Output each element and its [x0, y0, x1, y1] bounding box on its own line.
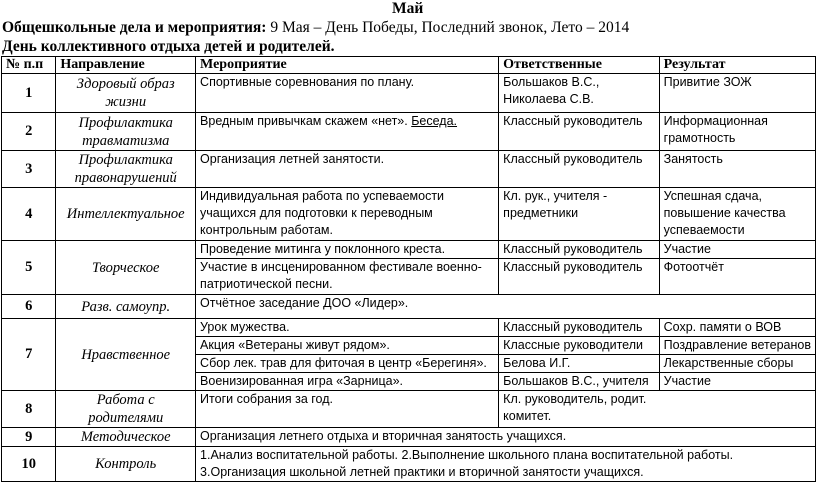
row-direction: Работа с родителями — [56, 391, 196, 428]
row-event: Итоги собрания за год. — [196, 391, 499, 428]
row-event: Военизированная игра «Зарница». — [196, 373, 499, 391]
row-responsible: Белова И.Г. — [499, 355, 659, 373]
row-direction: Методическое — [56, 428, 196, 447]
plan-table — [1, 56, 816, 482]
school-events-line — [2, 19, 629, 37]
col-header-responsible: Ответственные — [499, 57, 659, 74]
row-direction: Интеллектуальное — [56, 188, 196, 241]
row-direction: Контроль — [56, 447, 196, 482]
row-event: Участие в инсценированном фестивале военно-патриотической песни. — [196, 259, 499, 295]
row-number: 7 — [2, 319, 56, 391]
row-responsible: Классный руководитель — [499, 151, 659, 188]
row-responsible: Классный руководитель — [499, 241, 659, 259]
row-direction: Творческое — [56, 241, 196, 295]
family-day-line: День коллективного отдыха детей и родителей. — [2, 38, 335, 55]
row-event: Спортивные соревнования по плану. — [196, 74, 499, 113]
row-number: 10 — [2, 447, 56, 482]
row-event — [196, 113, 499, 151]
row-result: Занятость — [659, 151, 815, 188]
row-number: 2 — [2, 113, 56, 151]
month-title: Май — [392, 0, 424, 17]
row-result: Успешная сдача, повышение качества успеваемости — [659, 188, 815, 241]
table-row — [2, 188, 816, 241]
row-number: 9 — [2, 428, 56, 447]
table-row — [2, 241, 816, 259]
col-header-number: № п.п — [2, 57, 56, 74]
row-responsible: Классный руководитель — [499, 319, 659, 337]
row-number: 6 — [2, 295, 56, 319]
row-event: Урок мужества. — [196, 319, 499, 337]
table-row — [2, 295, 816, 319]
row-responsible: Классный руководитель — [499, 113, 659, 151]
table-row — [2, 113, 816, 151]
row-number: 5 — [2, 241, 56, 295]
row-event: Сбор лек. трав для фиточая в центр «Берегиня». — [196, 355, 499, 373]
row-number: 8 — [2, 391, 56, 428]
row-event: Организация летнего отдыха и вторичная занятость учащихся. — [196, 428, 816, 447]
row-responsible: Кл. рук., учителя - предметники — [499, 188, 659, 241]
responsible-text: Кл. руководитель, родит. комитет. — [503, 392, 647, 423]
row-responsible: Большаков В.С., Николаева С.В. — [499, 74, 659, 113]
row-responsible: Большаков В.С., учителя — [499, 373, 659, 391]
row-number: 1 — [2, 74, 56, 113]
row-result: Поздравление ветеранов — [659, 337, 815, 355]
row-responsible: Классные руководители — [499, 337, 659, 355]
col-header-direction: Направление — [56, 57, 196, 74]
row-result: Участие — [659, 373, 815, 391]
row-result: Лекарственные сборы — [659, 355, 815, 373]
school-events-text: 9 Мая – День Победы, Последний звонок, Лето – 2014 — [266, 19, 630, 36]
row-direction: Профилактика правонарушений — [56, 151, 196, 188]
row-event: Индивидуальная работа по успеваемости учащихся для подготовки к переводным контрольным работам. — [196, 188, 499, 241]
table-header-row — [2, 57, 816, 74]
table-row — [2, 447, 816, 482]
event-link-text: Беседа. — [411, 114, 458, 128]
row-result: Сохр. памяти о ВОВ — [659, 319, 815, 337]
table-row — [2, 74, 816, 113]
row-event: Акция «Ветераны живут рядом». — [196, 337, 499, 355]
row-direction: Разв. самоупр. — [56, 295, 196, 319]
row-number: 4 — [2, 188, 56, 241]
row-responsible — [499, 391, 816, 428]
row-direction: Здоровый образ жизни — [56, 74, 196, 113]
school-events-label: Общешкольные дела и мероприятия: — [2, 19, 267, 36]
row-result: Участие — [659, 241, 815, 259]
row-result: Привитие ЗОЖ — [659, 74, 815, 113]
row-number: 3 — [2, 151, 56, 188]
row-direction: Нравственное — [56, 319, 196, 391]
row-event: Отчётное заседание ДОО «Лидер». — [196, 295, 816, 319]
row-event: Проведение митинга у поклонного креста. — [196, 241, 499, 259]
row-responsible: Классный руководитель — [499, 259, 659, 295]
row-event: 1.Анализ воспитательной работы. 2.Выполнение школьного плана воспитательной работы. 3.Организация школьной летней практики и вторичной занятости учащихся. — [196, 447, 816, 482]
event-text: Вредным привычкам скажем «нет». — [200, 114, 412, 128]
table-row — [2, 428, 816, 447]
row-result: Информационная грамотность — [659, 113, 815, 151]
table-row — [2, 391, 816, 428]
row-result: Фотоотчёт — [659, 259, 815, 295]
row-event: Организация летней занятости. — [196, 151, 499, 188]
table-row — [2, 151, 816, 188]
table-row — [2, 319, 816, 337]
col-header-result: Результат — [659, 57, 815, 74]
col-header-event: Мероприятие — [196, 57, 499, 74]
row-direction: Профилактика травматизма — [56, 113, 196, 151]
